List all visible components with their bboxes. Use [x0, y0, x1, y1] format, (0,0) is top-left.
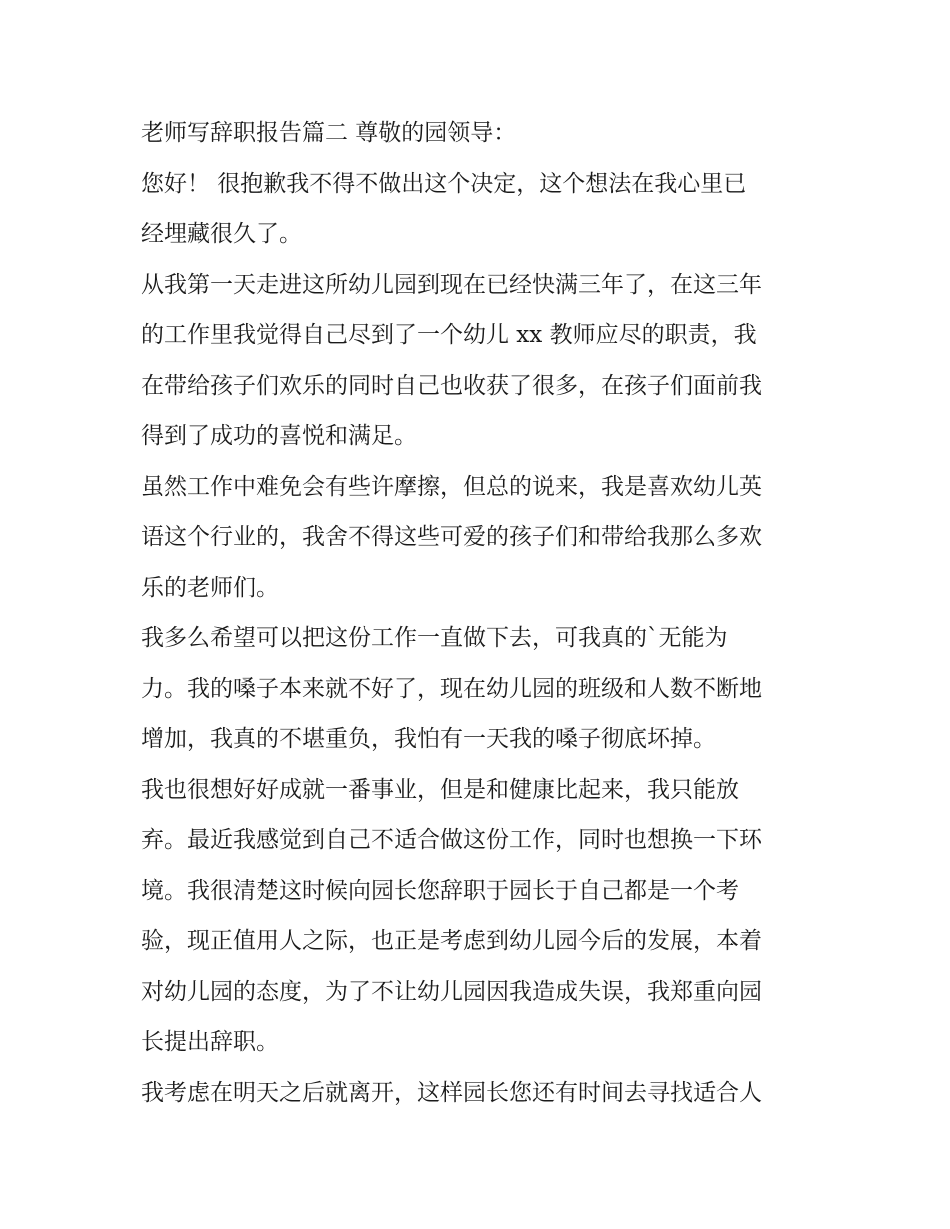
text-line: 境。我很清楚这时候向园长您辞职于园长于自己都是一个考 [141, 877, 739, 904]
text-line: 您好！ 很抱歉我不得不做出这个决定，这个想法在我心里已 [141, 170, 747, 197]
text-line: 老师写辞职报告篇二 尊敬的园领导： [141, 120, 517, 146]
text-line: 的工作里我觉得自己尽到了一个幼儿 xx 教师应尽的职责，我 [141, 322, 757, 348]
text-line: 在带给孩子们欢乐的同时自己也收获了很多，在孩子们面前我 [141, 372, 762, 399]
text-line: 我考虑在明天之后就离开，这样园长您还有时间去寻找适合人 [141, 1079, 762, 1106]
text-line: 乐的老师们。 [141, 574, 279, 601]
text-line: 长提出辞职。 [141, 1029, 279, 1055]
text-line: 增加，我真的不堪重负，我怕有一天我的嗓子彻底坏掉。 [141, 726, 716, 752]
letter-body [141, 108, 821, 1118]
text-line: 从我第一天走进这所幼儿园到现在已经快满三年了，在这三年 [141, 271, 762, 298]
text-line: 我多么希望可以把这份工作一直做下去，可我真的`无能为 [141, 625, 728, 651]
text-line: 弃。最近我感觉到自己不适合做这份工作，同时也想换一下环 [141, 827, 762, 853]
text-line: 虽然工作中难免会有些许摩擦，但总的说来，我是喜欢幼儿英 [141, 473, 762, 500]
text-line: 验，现正值用人之际，也正是考虑到幼儿园今后的发展，本着 [141, 928, 762, 954]
text-line: 经埋藏很久了。 [141, 221, 302, 247]
text-line: 对幼儿园的态度，为了不让幼儿园因我造成失误，我郑重向园 [141, 978, 762, 1005]
text-line: 力。我的嗓子本来就不好了，现在幼儿园的班级和人数不断地 [141, 675, 762, 702]
text-line: 得到了成功的喜悦和满足。 [141, 423, 417, 449]
text-line: 语这个行业的，我舍不得这些可爱的孩子们和带给我那么多欢 [141, 524, 762, 550]
text-line: 我也很想好好成就一番事业，但是和健康比起来，我只能放 [141, 776, 739, 803]
